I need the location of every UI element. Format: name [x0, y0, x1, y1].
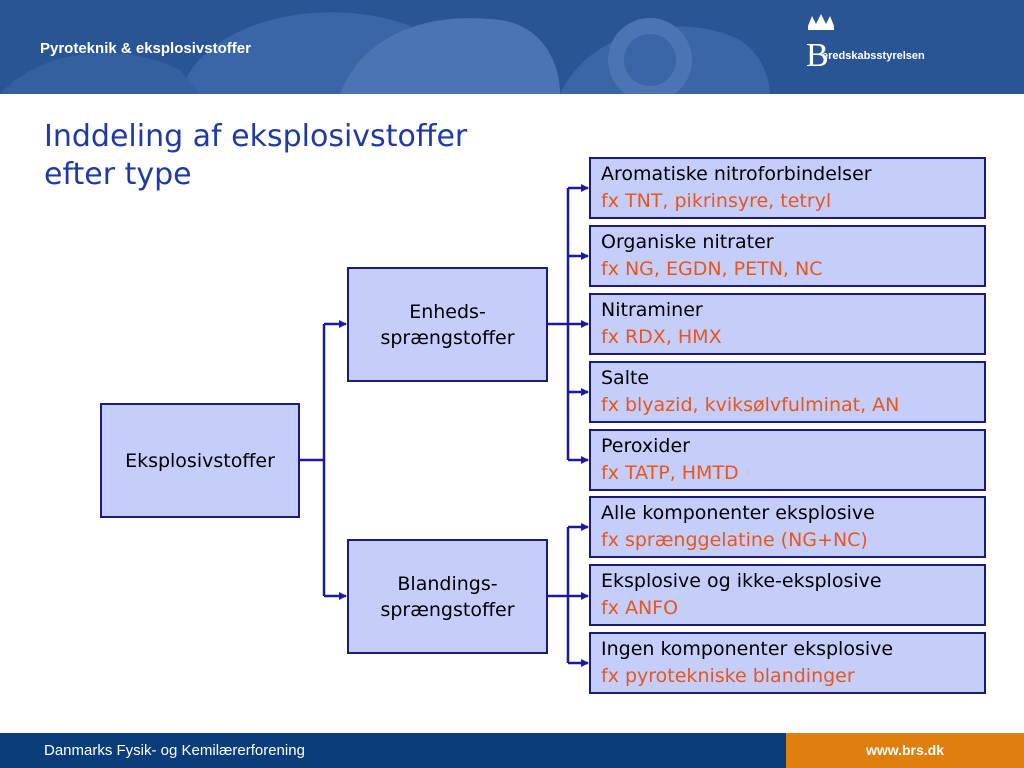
leaf-example: fx pyrotekniske blandinger — [601, 665, 855, 687]
slide-title-line1: Inddeling af eksplosivstoffer — [44, 119, 468, 154]
leaf-node — [589, 157, 986, 219]
leaf-title: Organiske nitrater — [601, 231, 774, 253]
slide-title-line2: efter type — [44, 157, 192, 192]
logo-text: eredskabsstyrelsen — [822, 50, 925, 62]
footer-bar — [0, 733, 786, 768]
leaf-example: fx NG, EGDN, PETN, NC — [601, 258, 823, 280]
branch-blandings-line2: sprængstoffer — [380, 598, 515, 621]
footer-url-bar — [786, 733, 1024, 768]
leaf-title: Alle komponenter eksplosive — [601, 502, 875, 524]
leaf-node — [589, 293, 986, 355]
leaf-example: fx ANFO — [601, 597, 679, 619]
leaf-title: Eksplosive og ikke-eksplosive — [601, 570, 882, 592]
branch-enheds-line1: Enheds- — [409, 300, 486, 323]
leaf-node — [589, 496, 986, 558]
branch-blandings-line1: Blandings- — [397, 572, 498, 595]
footer-url-link[interactable]: www.brs.dk — [865, 742, 944, 758]
leaf-example: fx TNT, pikrinsyre, tetryl — [601, 190, 832, 212]
leaf-title: Salte — [601, 367, 650, 389]
footer-organization: Danmarks Fysik- og Kemilærerforening — [44, 742, 305, 759]
root-node-label: Eksplosivstoffer — [125, 449, 275, 472]
root-node — [100, 403, 300, 518]
leaf-title: Ingen komponenter eksplosive — [601, 638, 894, 660]
leaf-example: fx TATP, HMTD — [601, 462, 739, 484]
logo-initial: B — [806, 37, 829, 72]
branch-node-enheds — [347, 267, 548, 382]
header-title: Pyroteknik & eksplosivstoffer — [40, 40, 251, 57]
branch-node-blandings — [347, 539, 548, 654]
leaf-title: Peroxider — [601, 435, 690, 457]
leaf-example: fx sprænggelatine (NG+NC) — [601, 529, 868, 551]
leaf-node — [589, 361, 986, 423]
leaf-node — [589, 429, 986, 491]
leaf-node — [589, 564, 986, 626]
leaf-title: Aromatiske nitroforbindelser — [601, 163, 872, 185]
branch-enheds-line2: sprængstoffer — [380, 326, 515, 349]
leaf-node — [589, 225, 986, 287]
leaf-node — [589, 632, 986, 694]
leaf-example: fx RDX, HMX — [601, 326, 722, 348]
leaf-example: fx blyazid, kviksølvfulminat, AN — [601, 394, 900, 416]
leaf-title: Nitraminer — [601, 299, 703, 321]
